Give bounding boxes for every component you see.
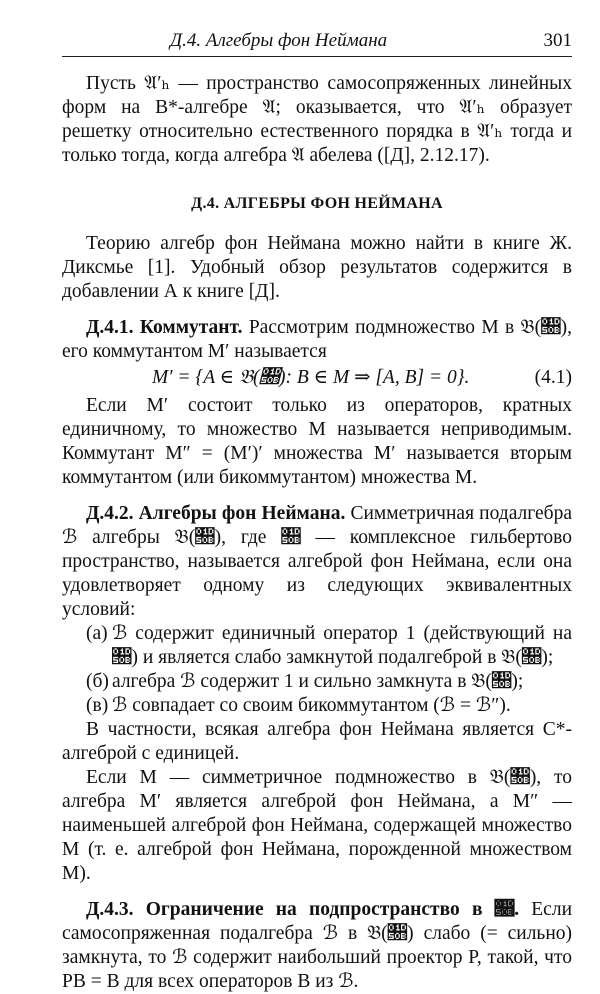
condition-tag: (а) (86, 623, 108, 644)
page-body (62, 72, 572, 994)
equation-formula: M′ = {A ∈ 𝔅(𝔋): B ∈ M ⇒ [A, B] = 0}. (152, 367, 470, 388)
d41-heading: Д.4.1. Коммутант. (86, 317, 243, 338)
condition-a (62, 622, 572, 670)
condition-c (62, 694, 572, 718)
condition-text: алгебра ℬ содержит 1 и сильно замкнута в 𝔅(𝔋); (112, 671, 524, 692)
d42-text: Симметричная подалгебра ℬ алгебры 𝔅(𝔋), где 𝔋 — комплексное гильбертово пространство, называется алгеброй фон Неймана, если она удовлетворяет одному из следующих эквивалентных условий: (62, 503, 572, 620)
page-number: 301 (543, 30, 572, 51)
d41-after-paragraph: Если M′ состоит только из операторов, кратных единичному, то множество M называется неприводимым. Коммутант M″ = (M′)′ множества M′ называется вторым коммутантом (или бикоммутантом) множества M. (62, 395, 572, 488)
condition-text: ℬ содержит единичный оператор 1 (действующий на 𝔋) и является слабо замкнутой подалгеброй в 𝔅(𝔋); (112, 623, 572, 668)
equation-number: (4.1) (534, 367, 572, 388)
equation-4-1 (62, 366, 572, 390)
d41-paragraph (62, 316, 572, 364)
condition-tag: (в) (86, 695, 109, 716)
d43-text: Если самосопряженная подалгебра ℬ в 𝔅(𝔋) слабо (= сильно) замкнута, то ℬ содержит наибольший проектор P, такой, что PB = B для всех операторов B из ℬ. (62, 899, 573, 992)
intro-paragraph: Пусть 𝔄′ₕ — пространство самосопряженных линейных форм на B*-алгебре 𝔄; оказывается, что 𝔄′ₕ образует решетку относительно естественного порядка в 𝔄′ₕ тогда и только тогда, когда алгебра 𝔄 абелева ([Д], 2.12.17). (62, 73, 572, 166)
d43-paragraph (62, 898, 572, 994)
section-title: Д.4. АЛГЕБРЫ ФОН НЕЙМАНА (191, 195, 443, 212)
d42-paragraph-2: В частности, всякая алгебра фон Неймана является C*-алгеброй с единицей. (62, 719, 572, 764)
d43-heading: Д.4.3. Ограничение на подпространство в 𝔋. (86, 899, 520, 920)
conditions-list (62, 622, 572, 718)
condition-text: ℬ совпадает со своим бикоммутантом (ℬ = ℬ″). (112, 695, 511, 716)
running-header (62, 26, 572, 57)
d42-heading: Д.4.2. Алгебры фон Неймана. (86, 503, 346, 524)
d42-paragraph-3: Если M — симметричное подмножество в 𝔅(𝔋), то алгебра M′ является алгеброй фон Неймана, а M″ — наименьшей алгеброй фон Неймана, содержащей множество M (т. е. алгеброй фон Неймана, порожденной множеством M). (62, 767, 572, 884)
condition-b (62, 670, 572, 694)
running-title: Д.4. Алгебры фон Неймана (170, 30, 388, 51)
condition-tag: (б) (86, 671, 109, 692)
section-intro-paragraph: Теорию алгебр фон Неймана можно найти в книге Ж. Диксмье [1]. Удобный обзор результатов содержится в добавлении А к книге [Д]. (62, 233, 572, 302)
d41-text: Рассмотрим подмножество M в 𝔅(𝔋), его коммутантом M′ называется (62, 317, 572, 362)
d42-paragraph (62, 502, 572, 622)
